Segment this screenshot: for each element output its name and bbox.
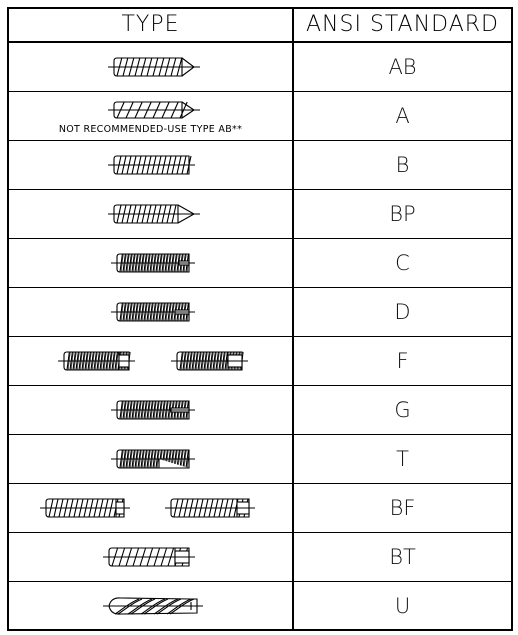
table-row	[9, 582, 511, 629]
type-cell	[9, 288, 292, 336]
ansi-cell: C	[395, 251, 410, 275]
table-row	[9, 386, 511, 435]
screw-type-table	[7, 7, 513, 631]
table-row	[9, 435, 511, 484]
table-row	[9, 190, 511, 239]
type-cell	[9, 435, 292, 483]
ansi-cell: BF	[389, 496, 416, 520]
screw-u-icon	[9, 582, 292, 631]
type-cell	[9, 533, 292, 581]
type-cell	[9, 239, 292, 287]
screw-d-icon	[9, 288, 292, 337]
type-cell	[9, 337, 292, 385]
table-row	[9, 43, 511, 92]
ansi-cell: T	[396, 447, 409, 471]
table-row	[9, 92, 511, 141]
table-row	[9, 484, 511, 533]
table-row	[9, 337, 511, 386]
screw-t-icon	[9, 435, 292, 484]
table-row	[9, 239, 511, 288]
ansi-cell: A	[395, 104, 410, 128]
ansi-cell: BP	[389, 202, 416, 226]
ansi-cell: U	[394, 593, 411, 618]
type-cell	[9, 92, 292, 140]
screw-c-icon	[9, 239, 292, 288]
screw-b-icon	[9, 141, 292, 190]
type-cell	[9, 43, 292, 91]
table-row	[9, 288, 511, 337]
screw-ab-icon	[9, 43, 292, 92]
ansi-cell: BT	[389, 545, 416, 569]
ansi-cell: F	[396, 349, 409, 373]
ansi-column-header: ANSI STANDARD	[306, 12, 499, 37]
type-cell	[9, 190, 292, 238]
ansi-cell: B	[395, 153, 410, 177]
type-cell	[9, 484, 292, 532]
table-header	[9, 9, 511, 43]
type-cell	[9, 386, 292, 434]
screw-bf-icon	[9, 484, 292, 533]
type-note: NOT RECOMMENDED-USE TYPE AB**	[58, 124, 243, 135]
type-column-header: TYPE	[121, 12, 180, 37]
ansi-cell: D	[394, 300, 411, 324]
screw-bp-icon	[9, 190, 292, 239]
table-row	[9, 533, 511, 582]
screw-bt-icon	[9, 533, 292, 582]
screw-f-icon	[9, 337, 292, 386]
screw-g-icon	[9, 386, 292, 435]
type-cell	[9, 141, 292, 189]
table-row	[9, 141, 511, 190]
ansi-cell: AB	[388, 55, 417, 79]
type-cell	[9, 582, 292, 629]
ansi-cell: G	[394, 398, 411, 422]
